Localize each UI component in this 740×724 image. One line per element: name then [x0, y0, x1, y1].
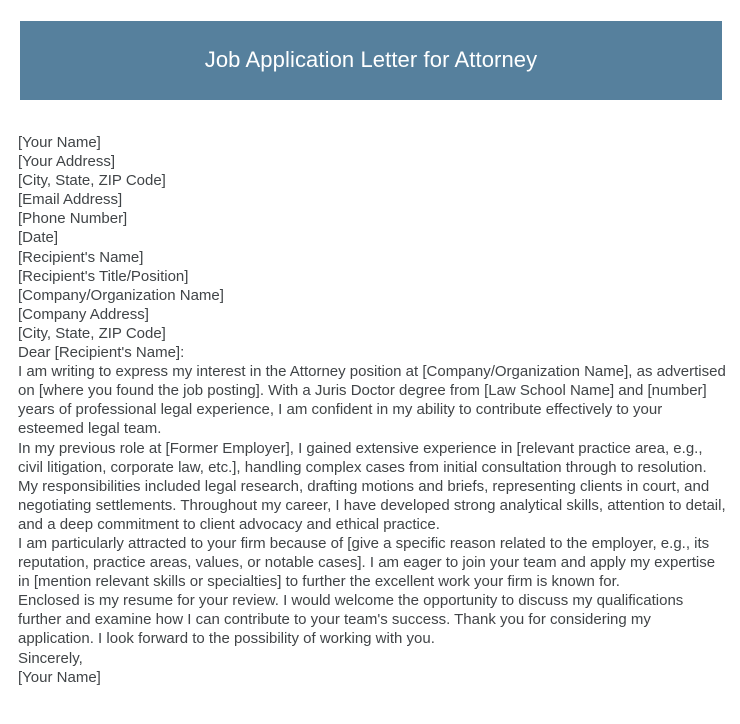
sender-line: [City, State, ZIP Code] — [18, 172, 166, 190]
body-paragraph: Enclosed is my resume for your review. I would welcome the opportunity to discuss my qualifications further and examine how I can contribute to your team's success. Thank you for considering my application. I look forward to the possibility of working with you. — [18, 592, 684, 648]
recipient-line: [Recipient's Title/Position] — [18, 267, 189, 285]
recipient-line: [City, State, ZIP Code] — [18, 324, 166, 342]
sender-line: [Your Name] — [18, 134, 101, 151]
sender-line: [Phone Number] — [18, 210, 128, 228]
recipient-line: [Company/Organization Name] — [18, 286, 224, 304]
sender-line: [Email Address] — [18, 191, 123, 209]
page-title: Job Application Letter for Attorney — [204, 47, 538, 73]
valediction: Sincerely, — [18, 649, 83, 667]
body-paragraph: In my previous role at [Former Employer], I gained extensive experience in [relevant practice area, e.g., civil litigation, corporate law, etc.], handling complex cases from initial consultation through to resolution. My responsibilities included legal research, drafting motions and briefs, representing clients in court, and negotiating settlements. Throughout my career, I have developed strong analytical skills, attention to detail, and a deep commitment to client advocacy and ethical practice. — [18, 439, 726, 533]
closing-block — [18, 649, 728, 687]
letter-body — [18, 133, 728, 687]
sender-line: [Your Address] — [18, 153, 116, 171]
recipient-line: [Company Address] — [18, 305, 149, 323]
signature-name: [Your Name] — [18, 668, 101, 686]
sender-line: [Date] — [18, 229, 59, 247]
body-paragraph: I am particularly attracted to your firm because of [give a specific reason related to the employer, e.g., its reputation, practice areas, values, or notable cases]. I am eager to join your team and apply my expertise in [mention relevant skills or specialties] to further the excellent work your firm is known for. — [18, 534, 716, 591]
salutation: Dear [Recipient's Name]: — [18, 344, 185, 362]
body-paragraph: I am writing to express my interest in the Attorney position at [Company/Organization Name], as advertised on [where you found the job posting]. With a Juris Doctor degree from [Law School Name] and [number] years of professional legal experience, I am confident in my ability to contribute effectively to your esteemed legal team. — [18, 363, 726, 438]
document-title-banner — [20, 21, 722, 100]
sender-address-block — [18, 133, 728, 248]
recipient-address-block — [18, 248, 728, 343]
recipient-line: [Recipient's Name] — [18, 248, 144, 266]
